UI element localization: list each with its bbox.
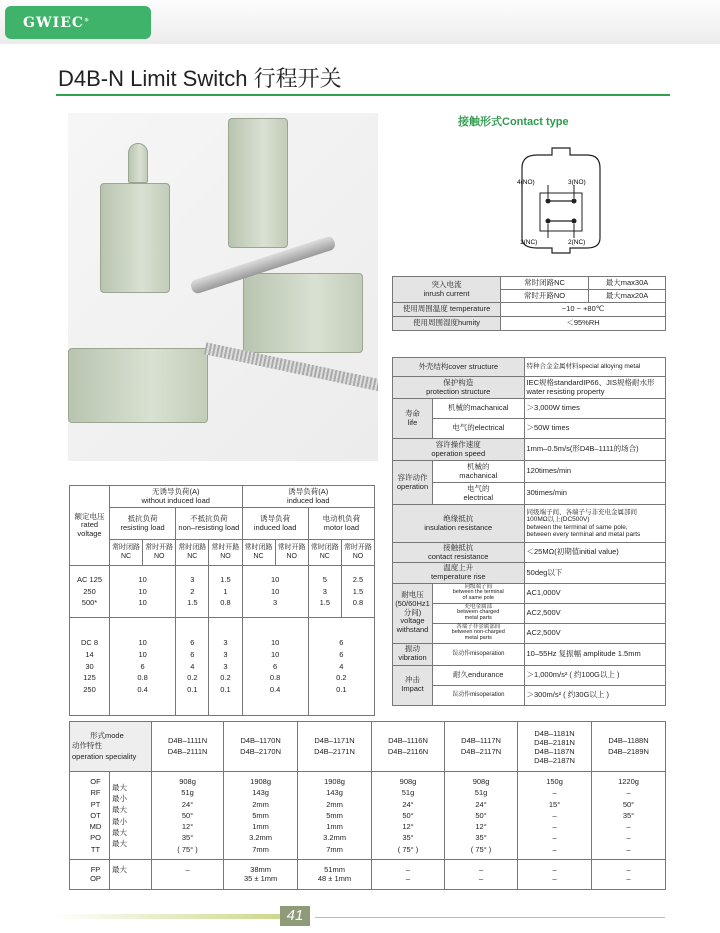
model-col-6: D4B–1181N D4B–2181N D4B–1187N D4B–2187N <box>518 722 592 772</box>
protection-label: 保护构造 protection structure <box>393 377 525 399</box>
induced-header: 诱导负荷(A) induced load <box>242 486 375 508</box>
fp-col-2: 38mm 35 ± 1mm <box>224 860 298 890</box>
speed-value: 1mm–0.5m/s(形D4B–1111的场合) <box>524 439 666 461</box>
life-elec-value: ＞50W times <box>524 419 666 439</box>
title-underline <box>56 94 670 96</box>
life-mech-value: ＞3,000W times <box>524 399 666 419</box>
fp-col-1: – <box>152 860 224 890</box>
contact-resistance-label: 接触抵抗 contact resistance <box>393 543 525 563</box>
temperature-value: −10 ~ +80℃ <box>501 303 666 317</box>
op-mech-label: 机械的 machanical <box>433 461 525 483</box>
page-number: 41 <box>280 906 310 926</box>
nc-header: 常时闭路 NC <box>242 540 275 566</box>
fp-col-3: 51mm 48 ± 1mm <box>298 860 372 890</box>
no-header: 常时开路 NO <box>341 540 374 566</box>
contact-type-title: 接触形式Contact type <box>458 116 569 128</box>
vibration-value: 10–55Hz 复振幅 amplitude 1.5mm <box>524 643 666 665</box>
no-header: 常时开路 NO <box>209 540 242 566</box>
wv-charged-value: AC2,500V <box>524 603 666 623</box>
char-col-7: 1220g – 50° 35° – – – <box>592 772 666 860</box>
char-limit-cell: 最大 最小 最大 最小 最大 最大 <box>110 772 152 860</box>
misoperation-label: 误动作misoperation <box>433 685 525 705</box>
no-value: 最大max20A <box>589 290 666 303</box>
life-label: 寿命 life <box>393 399 433 439</box>
switch-body-3 <box>243 273 363 353</box>
char-col-4: 908g 51g 24° 50° 12° 35° ( 75° ) <box>372 772 445 860</box>
motor-load-header: 电动机负荷 motor load <box>308 508 374 540</box>
endurance-value: ＞1,000m/s² ( 约100G以上 ) <box>524 665 666 685</box>
ac-voltage-cell: AC 125 250 500* <box>70 566 110 618</box>
ac-resisting-cell: 10 10 10 <box>110 566 176 618</box>
humidity-label: 使用周围湿度humity <box>393 317 501 331</box>
no-header: 常时开路 NO <box>143 540 176 566</box>
nc-header: 常时闭路 NC <box>308 540 341 566</box>
terminal-4-label: 4(NO) <box>517 179 535 186</box>
dc-nonres-nc-cell: 6 6 4 0.2 0.1 <box>176 618 209 716</box>
misoperation-value: ＞300m/s² ( 约30G以上 ) <box>524 685 666 705</box>
cover-value: 特种合金金属材料special alloying metal <box>524 358 666 377</box>
protection-value: IEC规格standardIP66、JIS规格耐水形 water resisting property <box>524 377 666 399</box>
nc-label: 常时闭路NC <box>501 277 589 290</box>
ac-nonres-nc-cell: 3 2 1.5 <box>176 566 209 618</box>
dc-resisting-cell: 10 10 6 0.8 0.4 <box>110 618 176 716</box>
spec-table <box>392 357 666 706</box>
inrush-label: 突入电流 inrush current <box>393 277 501 303</box>
dc-voltage-cell: DC 8 14 30 125 250 <box>70 618 110 716</box>
char-col-5: 908g 51g 24° 50° 12° 35° ( 75° ) <box>445 772 518 860</box>
model-table <box>69 721 666 890</box>
ac-motor-nc-cell: 5 3 1.5 <box>308 566 341 618</box>
model-corner-header: 形式mode 动作特性 operation speciality <box>70 722 152 772</box>
rated-voltage-header: 额定电压 rated voltage <box>70 486 110 566</box>
fp-col-6: – – <box>518 860 592 890</box>
cover-label: 外壳结构cover structure <box>393 358 525 377</box>
contact-diagram <box>512 143 610 258</box>
model-col-4: D4B–1116N D4B–2116N <box>372 722 445 772</box>
nc-header: 常时闭路 NC <box>176 540 209 566</box>
switch-body-2 <box>228 118 288 248</box>
op-elec-label: 电气的 electrical <box>433 483 525 505</box>
char-abbrev-cell: OF RF PT OT MD PO TT <box>70 772 110 860</box>
life-mech-label: 机械的machanical <box>433 399 525 419</box>
ac-induced-cell: 10 10 3 <box>242 566 308 618</box>
temp-rise-value: 50deg以下 <box>524 563 666 583</box>
model-col-5: D4B–1117N D4B–2117N <box>445 722 518 772</box>
wv-charged-label: 充电金属部 between charged metal parts <box>433 603 525 623</box>
temp-rise-label: 温度上升 temperature rise <box>393 563 525 583</box>
vibration-mis-label: 误动作misoperation <box>433 643 525 665</box>
terminal-1-label: 1(NC) <box>520 239 538 246</box>
insulation-value: 同级端子间、各端子与非充电金属部间 100MΩ以上(DC500V) between the terminal of same pole, between every terminal and metal parts <box>524 505 666 543</box>
model-col-2: D4B–1170N D4B–2170N <box>224 722 298 772</box>
impact-label: 冲击 Impact <box>393 665 433 705</box>
op-mech-value: 120times/min <box>524 461 666 483</box>
without-induced-header: 无诱导负荷(A) without induced load <box>110 486 243 508</box>
model-col-3: D4B–1171N D4B–2171N <box>298 722 372 772</box>
char-col-1: 908g 51g 24° 50° 12° 35° ( 75° ) <box>152 772 224 860</box>
terminal-2-label: 2(NC) <box>568 239 586 246</box>
speed-label: 容许操作速度 operation speed <box>393 439 525 461</box>
model-col-1: D4B–1111N D4B–2111N <box>152 722 224 772</box>
terminal-3-label: 3(NO) <box>568 179 586 186</box>
life-elec-label: 电气的electrical <box>433 419 525 439</box>
induced-load-header: 诱导负荷 induced load <box>242 508 308 540</box>
no-header: 常时开路 NO <box>275 540 308 566</box>
endurance-label: 耐久endurance <box>433 665 525 685</box>
nonresisting-load-header: 不抵抗负荷 non–resisting load <box>176 508 242 540</box>
fp-limit-cell: 最大 <box>110 860 152 890</box>
ac-nonres-no-cell: 1.5 1 0.8 <box>209 566 242 618</box>
dc-induced-cell: 10 10 6 0.8 0.4 <box>242 618 308 716</box>
inrush-table <box>392 276 666 331</box>
op-elec-value: 30times/min <box>524 483 666 505</box>
vibration-label: 振动vibration <box>393 643 433 665</box>
nc-header: 常时闭路 NC <box>110 540 143 566</box>
resisting-load-header: 抵抗负荷 resisting load <box>110 508 176 540</box>
dc-motor-cell: 6 6 4 0.2 0.1 <box>308 618 374 716</box>
withstand-label: 耐电压 (50/60Hz1分间) voltage withstand <box>393 583 433 643</box>
switch-body-4 <box>68 348 208 423</box>
temperature-label: 使用周围温度 temperature <box>393 303 501 317</box>
ac-motor-no-cell: 2.5 1.5 0.8 <box>341 566 374 618</box>
brand-logo: GWIEC® <box>5 6 151 39</box>
model-col-7: D4B–1188N D4B–2189N <box>592 722 666 772</box>
switch-body-1 <box>100 183 170 293</box>
footer-rule <box>315 917 665 918</box>
wv-same-pole-label: 同级端子间 between the terminal of same pole <box>433 583 525 603</box>
characteristics-rows <box>70 772 666 860</box>
operation-label: 容许动作 operation <box>393 461 433 505</box>
fp-col-7: – – <box>592 860 666 890</box>
wv-same-pole-value: AC1,000V <box>524 583 666 603</box>
page-title: D4B-N Limit Switch 行程开关 <box>58 66 342 91</box>
wv-noncharged-value: AC2,500V <box>524 623 666 643</box>
load-table <box>69 485 375 716</box>
insulation-label: 绝缘抵抗 insulation resistance <box>393 505 525 543</box>
product-photo <box>68 113 378 461</box>
footer-accent-bar <box>55 914 280 919</box>
fp-col-5: – – <box>445 860 518 890</box>
char-col-6: 150g – 15° – – – – <box>518 772 592 860</box>
wv-noncharged-label: 各端子非金属部间 between non-charged metal parts <box>433 623 525 643</box>
switch-plunger <box>128 143 148 183</box>
dc-nonres-no-cell: 3 3 3 0.2 0.1 <box>209 618 242 716</box>
char-col-2: 1908g 143g 2mm 5mm 1mm 3.2mm 7mm <box>224 772 298 860</box>
no-label: 常时开路NO <box>501 290 589 303</box>
fp-abbrev-cell: FP OP <box>70 860 110 890</box>
nc-value: 最大max30A <box>589 277 666 290</box>
fp-col-4: – – <box>372 860 445 890</box>
contact-resistance-value: ＜25MΩ(初期值initial value) <box>524 543 666 563</box>
char-col-3: 1908g 143g 2mm 5mm 1mm 3.2mm 7mm <box>298 772 372 860</box>
humidity-value: ＜95%RH <box>501 317 666 331</box>
